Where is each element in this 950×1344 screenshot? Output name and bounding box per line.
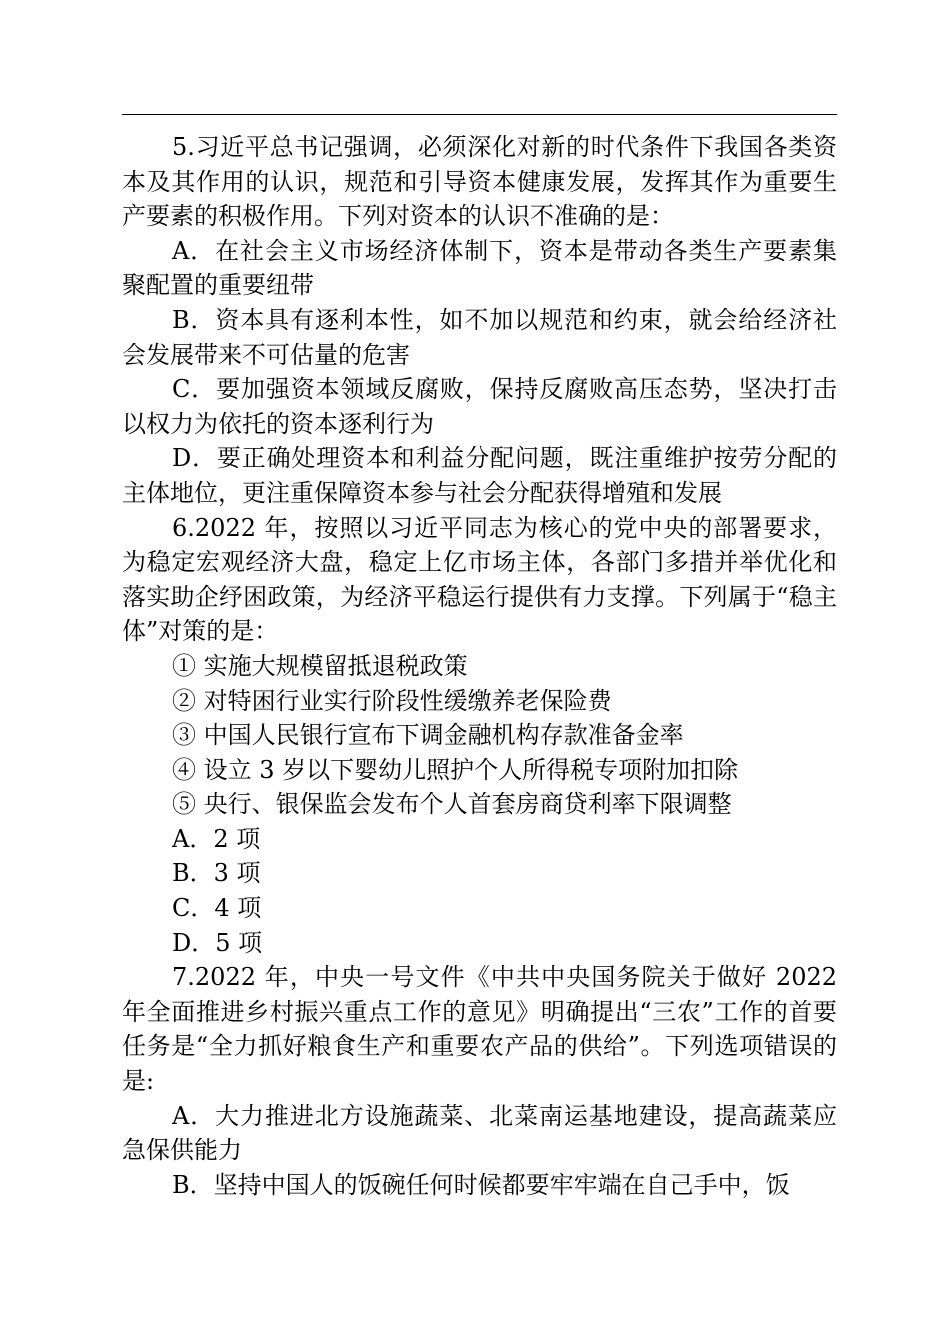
question-7-stem: 7.2022 年，中央一号文件《中共中央国务院关于做好 2022 年全面推进乡村振兴重点工作的意见》明确提出“三农”工作的首要任务是“全力抓好粮食生产和重要农产品的供给”。下列选项错误的是:	[122, 963, 837, 1096]
question-5-option-d: D．要正确处理资本和利益分配问题，既注重维护按劳分配的主体地位，更注重保障资本参与社会分配获得增殖和发展	[122, 444, 837, 507]
question-6-stem: 6.2022 年，按照以习近平同志为核心的党中央的部署要求，为稳定宏观经济大盘，稳定上亿市场主体，各部门多措并举优化和落实助企纾困政策，为经济平稳运行提供有力支撑。下列属于“稳主体”对策的是：	[122, 513, 837, 646]
question-6-option-c: C．4 项	[172, 894, 262, 923]
question-6-statement-5: ⑤ 央行、银保监会发布个人首套房商贷利率下限调整	[172, 790, 732, 819]
header-rule	[122, 114, 837, 115]
question-6-option-a: A．2 项	[172, 824, 261, 853]
question-6-statement-2: ② 对特困行业实行阶段性缓缴养老保险费	[172, 686, 612, 715]
question-5-stem: 5.习近平总书记强调，必须深化对新的时代条件下我国各类资本及其作用的认识，规范和引导资本健康发展，发挥其作为重要生产要素的积极作用。下列对资本的认识不准确的是：	[122, 133, 837, 231]
document-body	[122, 130, 837, 1202]
question-6-statement-3: ③ 中国人民银行宣布下调金融机构存款准备金率	[172, 721, 684, 750]
question-6-option-d: D．5 项	[172, 928, 263, 957]
question-5-option-c: C．要加强资本领域反腐败，保持反腐败高压态势，坚决打击以权力为依托的资本逐利行为	[122, 375, 837, 438]
question-5-option-b: B．资本具有逐利本性，如不加以规范和约束，就会给经济社会发展带来不可估量的危害	[122, 305, 837, 369]
question-7-option-b: B．坚持中国人的饭碗任何时候都要牢牢端在自己手中，饭	[172, 1170, 790, 1199]
question-6-option-b: B．3 项	[172, 859, 261, 888]
question-6-statement-4: ④ 设立 3 岁以下婴幼儿照护个人所得税专项附加扣除	[172, 755, 739, 784]
question-5-option-a: A．在社会主义市场经济体制下，资本是带动各类生产要素集聚配置的重要纽带	[122, 236, 837, 300]
question-7-option-a: A．大力推进北方设施蔬菜、北菜南运基地建设，提高蔬菜应急保供能力	[122, 1101, 837, 1165]
question-6-statement-1: ① 实施大规模留抵退税政策	[172, 651, 468, 680]
